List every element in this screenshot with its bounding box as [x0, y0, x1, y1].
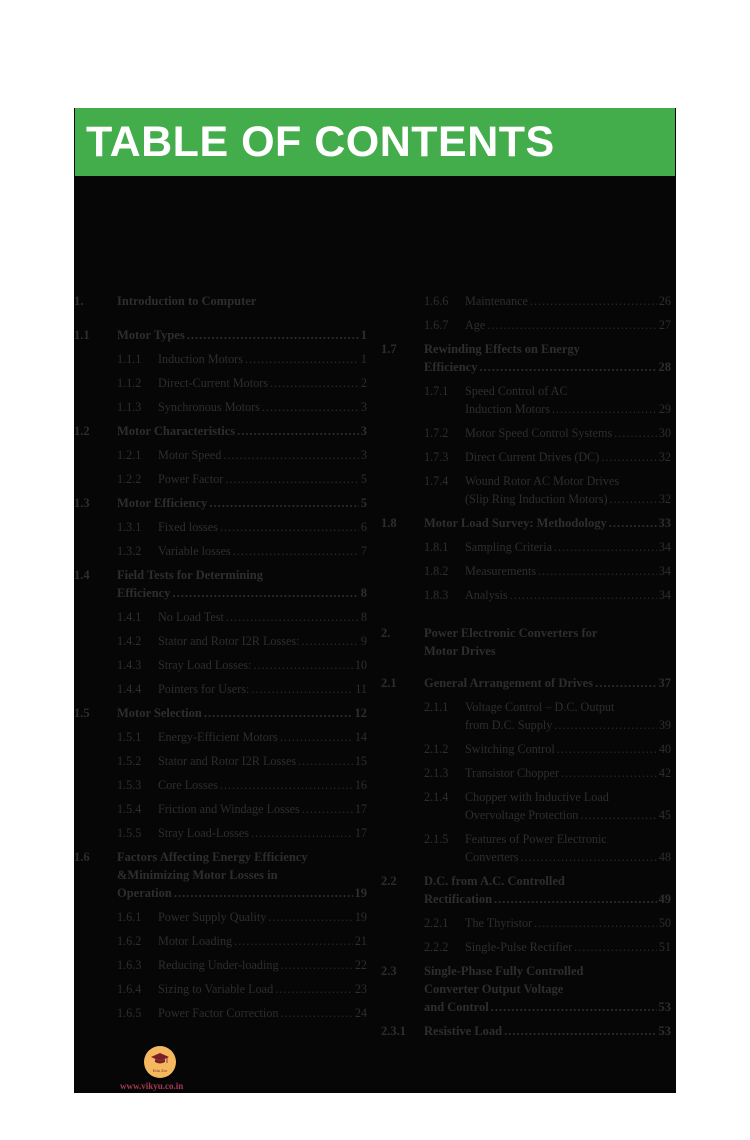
toc-page-number: 16 [354, 778, 367, 792]
toc-page-number: 26 [658, 294, 671, 308]
toc-entry[interactable] [74, 704, 367, 722]
toc-page-number: 21 [354, 934, 367, 948]
toc-entry-title: Motor Speed Control Systems [465, 426, 613, 440]
dot-leader [268, 908, 352, 926]
toc-page-number: 29 [658, 402, 671, 416]
toc-entry[interactable] [74, 446, 367, 464]
toc-entry-number: 1.6.3 [117, 958, 142, 972]
toc-entry[interactable] [74, 494, 367, 512]
toc-entry-title: Sampling Criteria [465, 540, 552, 554]
dot-leader [534, 914, 657, 932]
logo-label: Edu Zor [152, 1068, 168, 1073]
dot-leader [225, 470, 359, 488]
toc-entry-number: 2.2.2 [424, 940, 449, 954]
toc-entry-title: Converters [465, 850, 519, 864]
dot-leader [204, 704, 353, 722]
toc-entry[interactable] [74, 350, 367, 368]
toc-entry[interactable] [74, 518, 367, 536]
dot-leader [223, 446, 359, 464]
toc-page-number: 48 [658, 850, 671, 864]
toc-page-number: 49 [658, 892, 671, 906]
toc-entry-number: 2.3 [381, 964, 397, 978]
toc-entry-number: 1.1.1 [117, 352, 142, 366]
dot-leader [220, 776, 353, 794]
toc-entry-number: 1.8 [381, 516, 397, 530]
toc-entry[interactable] [74, 632, 367, 650]
toc-entry-title: Wound Rotor AC Motor Drives [465, 474, 620, 488]
toc-entry-title: Speed Control of AC [465, 384, 568, 398]
toc-page-number: 53 [658, 1000, 671, 1014]
dot-leader [510, 586, 657, 604]
toc-entry-number: 2.1 [381, 676, 397, 690]
toc-entry[interactable] [74, 824, 367, 842]
toc-entry-number: 1.4.3 [117, 658, 142, 672]
toc-page-number: 51 [658, 940, 671, 954]
toc-entry-number: 2.3.1 [381, 1024, 406, 1038]
toc-entry[interactable] [381, 586, 671, 604]
toc-page-number: 5 [360, 472, 367, 486]
toc-entry-title: Power Supply Quality [158, 910, 267, 924]
toc-page-number: 24 [354, 1006, 367, 1020]
page-content [74, 108, 676, 1093]
toc-entry-number: 1.6.1 [117, 910, 142, 924]
toc-entry-title: Variable losses [158, 544, 231, 558]
toc-entry[interactable] [381, 938, 671, 956]
dot-leader [614, 424, 657, 442]
toc-entry-number: 1.6.2 [117, 934, 142, 948]
toc-entry-number: 1.3 [74, 496, 90, 510]
dot-leader [280, 728, 353, 746]
toc-page-number: 53 [658, 1024, 671, 1038]
toc-entry-number: 2. [381, 626, 391, 640]
toc-page-number: 5 [360, 496, 367, 510]
toc-entry-number: 2.1.3 [424, 766, 449, 780]
toc-entry-number: 1.8.3 [424, 588, 449, 602]
toc-page-number: 7 [360, 544, 367, 558]
toc-entry-title: Single-Pulse Rectifier [465, 940, 573, 954]
toc-entry-title: Induction Motors [465, 402, 550, 416]
toc-page-number: 19 [354, 910, 367, 924]
dot-leader [610, 490, 657, 508]
toc-entry[interactable] [381, 472, 671, 508]
toc-entry-number: 1.5 [74, 706, 90, 720]
toc-page-number: 32 [658, 492, 671, 506]
toc-entry-title: Voltage Control – D.C. Output [465, 700, 615, 714]
dot-leader [281, 1004, 353, 1022]
toc-entry-title: Efficiency [424, 360, 478, 374]
dot-leader [251, 680, 353, 698]
toc-page-number: 45 [658, 808, 671, 822]
toc-page-number: 19 [354, 886, 367, 900]
toc-entry-title: Chopper with Inductive Load [465, 790, 609, 804]
toc-entry-title: Sizing to Variable Load [158, 982, 274, 996]
toc-entry-number: 1.3.2 [117, 544, 142, 558]
toc-entry[interactable] [381, 292, 671, 310]
toc-page-number: 27 [658, 318, 671, 332]
toc-page-number: 37 [658, 676, 671, 690]
toc-entry-title: Motor Drives [424, 644, 496, 658]
toc-entry-title: Features of Power Electronic [465, 832, 607, 846]
toc-entry-title: Switching Control [465, 742, 555, 756]
toc-page-number: 10 [354, 658, 367, 672]
toc-entry-number: 1.7.1 [424, 384, 449, 398]
page-title: TABLE OF CONTENTS [86, 118, 555, 166]
toc-entry-number: 1.6.4 [117, 982, 142, 996]
dot-leader [298, 752, 353, 770]
toc-entry[interactable] [74, 956, 367, 974]
toc-page-number: 1 [360, 352, 367, 366]
toc-entry-number: 2.1.2 [424, 742, 449, 756]
toc-entry-number: 1.1.2 [117, 376, 142, 390]
toc-entry-title: Power Factor [158, 472, 224, 486]
toc-entry-title: Resistive Load [424, 1024, 503, 1038]
dot-leader [554, 538, 657, 556]
toc-entry-number: 1.1 [74, 328, 90, 342]
toc-page-number: 40 [658, 742, 671, 756]
toc-entry-title: Motor Selection [117, 706, 202, 720]
dot-leader [574, 938, 657, 956]
toc-entry[interactable] [381, 1022, 671, 1040]
toc-entry-title: Motor Characteristics [117, 424, 236, 438]
toc-page-number: 50 [658, 916, 671, 930]
dot-leader [487, 316, 657, 334]
toc-page-number: 28 [658, 360, 671, 374]
toc-entry[interactable] [74, 374, 367, 392]
toc-entry-number: 1.6.6 [424, 294, 449, 308]
toc-entry[interactable] [381, 674, 671, 692]
toc-entry-title: Core Losses [158, 778, 218, 792]
dot-leader [302, 800, 353, 818]
toc-entry[interactable] [381, 562, 671, 580]
toc-entry-number: 1.6.5 [117, 1006, 142, 1020]
toc-entry-title: (Slip Ring Induction Motors) [465, 492, 608, 506]
toc-entry[interactable] [381, 914, 671, 932]
toc-entry-number: 2.1.4 [424, 790, 449, 804]
toc-entry-number: 1.5.3 [117, 778, 142, 792]
toc-page-number: 17 [354, 826, 367, 840]
toc-entry-number: 2.1.5 [424, 832, 449, 846]
toc-entry-title: Rectification [424, 892, 493, 906]
toc-entry-number: 1.4.4 [117, 682, 142, 696]
toc-entry-title: Pointers for Users: [158, 682, 250, 696]
dot-leader [557, 740, 657, 758]
dot-leader [172, 584, 358, 602]
toc-page-number: 12 [354, 706, 367, 720]
toc-entry-number: 1.6 [74, 850, 90, 864]
toc-entry-title: Introduction to Computer [117, 294, 257, 308]
toc-entry[interactable] [381, 424, 671, 442]
toc-entry-title: Energy-Efficient Motors [158, 730, 278, 744]
toc-page-number: 8 [360, 610, 367, 624]
toc-entry-title: General Arrangement of Drives [424, 676, 594, 690]
toc-page-number: 22 [354, 958, 367, 972]
toc-entry-title: Friction and Windage Losses [158, 802, 300, 816]
toc-entry[interactable] [381, 316, 671, 334]
toc-entry-title: Fixed losses [158, 520, 218, 534]
toc-entry-title: and Control [424, 1000, 489, 1014]
dot-leader [530, 292, 657, 310]
toc-entry-title: Stator and Rotor I2R Losses [158, 754, 297, 768]
toc-entry[interactable] [74, 848, 367, 902]
toc-entry[interactable] [74, 608, 367, 626]
toc-entry-title: Operation [117, 886, 172, 900]
dot-leader [552, 400, 657, 418]
toc-page-number: 3 [360, 448, 367, 462]
toc-entry-title: The Thyristor [465, 916, 533, 930]
toc-entry[interactable] [74, 932, 367, 950]
toc-entry-title: Transistor Chopper [465, 766, 560, 780]
toc-entry-title: Field Tests for Determining [117, 568, 263, 582]
toc-page-number: 6 [360, 520, 367, 534]
toc-entry[interactable] [74, 752, 367, 770]
dot-leader [494, 890, 656, 908]
toc-entry-title: Direct-Current Motors [158, 376, 268, 390]
toc-page-number: 14 [354, 730, 367, 744]
toc-entry-number: 2.2 [381, 874, 397, 888]
toc-entry-title: Motor Load Survey: Methodology [424, 516, 607, 530]
toc-page-number: 9 [360, 634, 367, 648]
dot-leader [270, 374, 359, 392]
toc-entry[interactable] [381, 740, 671, 758]
toc-entry-number: 1.8.2 [424, 564, 449, 578]
toc-entry-number: 1.4 [74, 568, 90, 582]
toc-page-number: 2 [360, 376, 367, 390]
dot-leader [281, 956, 353, 974]
toc-entry[interactable] [381, 382, 671, 418]
toc-entry-number: 1.7.4 [424, 474, 449, 488]
toc-entry[interactable] [381, 624, 671, 660]
toc-entry[interactable] [74, 680, 367, 698]
toc-entry-number: 1.2.2 [117, 472, 142, 486]
toc-entry[interactable] [381, 448, 671, 466]
toc-entry[interactable] [381, 340, 671, 376]
toc-entry[interactable] [381, 514, 671, 532]
toc-page-number: 11 [355, 682, 367, 696]
toc-entry-title: Reducing Under-loading [158, 958, 279, 972]
toc-entry-number: 1.5.5 [117, 826, 142, 840]
toc-entry-number: 1.5.2 [117, 754, 142, 768]
toc-page-number: 17 [354, 802, 367, 816]
toc-entry[interactable] [381, 698, 671, 734]
toc-entry-number: 1.7.3 [424, 450, 449, 464]
toc-entry[interactable] [74, 1004, 367, 1022]
dot-leader [554, 716, 656, 734]
toc-entry-title: Motor Efficiency [117, 496, 208, 510]
dot-leader [209, 494, 358, 512]
toc-entry[interactable] [74, 800, 367, 818]
toc-entry-title: Age [465, 318, 486, 332]
toc-entry-number: 1.7.2 [424, 426, 449, 440]
toc-entry-title: Stator and Rotor I2R Losses: [158, 634, 300, 648]
toc-entry-title: Motor Speed [158, 448, 222, 462]
toc-entry-title: Efficiency [117, 586, 171, 600]
toc-entry[interactable] [381, 788, 671, 824]
toc-entry-number: 1.4.2 [117, 634, 142, 648]
toc-entry-title: &Minimizing Motor Losses in [117, 868, 278, 882]
toc-page-number: 23 [354, 982, 367, 996]
toc-entry[interactable] [74, 542, 367, 560]
toc-entry-title: Converter Output Voltage [424, 982, 564, 996]
dot-leader [262, 398, 359, 416]
toc-page-number: 8 [360, 586, 367, 600]
dot-leader [234, 932, 353, 950]
toc-entry-title: D.C. from A.C. Controlled [424, 874, 565, 888]
dot-leader [233, 542, 359, 560]
toc-entry[interactable] [74, 422, 367, 440]
toc-page-number: 33 [658, 516, 671, 530]
toc-entry-number: 2.1.1 [424, 700, 449, 714]
toc-entry-title: Motor Loading [158, 934, 233, 948]
dot-leader [245, 350, 359, 368]
logo-icon [144, 1046, 176, 1078]
toc-entry-number: 1.2.1 [117, 448, 142, 462]
graduation-cap-icon [151, 1053, 169, 1065]
toc-page-number: 15 [354, 754, 367, 768]
toc-entry-title: Maintenance [465, 294, 528, 308]
toc-page-number: 3 [360, 400, 367, 414]
toc-entry-number: 1.6.7 [424, 318, 449, 332]
dot-leader [253, 656, 352, 674]
dot-leader [609, 514, 657, 532]
toc-page-number: 34 [658, 564, 671, 578]
dot-leader [226, 608, 359, 626]
toc-entry-number: 2.2.1 [424, 916, 449, 930]
dot-leader [491, 998, 657, 1016]
toc-entry-number: 1.5.1 [117, 730, 142, 744]
toc-entry[interactable] [74, 908, 367, 926]
dot-leader [504, 1022, 656, 1040]
title-banner [74, 108, 675, 176]
dot-leader [520, 848, 656, 866]
dot-leader [237, 422, 359, 440]
toc-entry-number: 1.2 [74, 424, 90, 438]
toc-entry[interactable] [74, 980, 367, 998]
toc-page-number: 1 [360, 328, 367, 342]
toc-entry-number: 1.8.1 [424, 540, 449, 554]
dot-leader [275, 980, 353, 998]
toc-entry[interactable] [74, 326, 367, 344]
dot-leader [479, 358, 656, 376]
dot-leader [302, 632, 359, 650]
toc-entry[interactable] [74, 566, 367, 602]
toc-entry[interactable] [74, 728, 367, 746]
toc-page-number: 3 [360, 424, 367, 438]
toc-page-number: 42 [658, 766, 671, 780]
toc-entry-title: Stray Load Losses: [158, 658, 252, 672]
toc-entry-title: Power Electronic Converters for [424, 626, 598, 640]
toc-entry-title: Measurements [465, 564, 537, 578]
dot-leader [251, 824, 353, 842]
toc-entry[interactable] [381, 962, 671, 1016]
toc-entry[interactable] [381, 872, 671, 908]
toc-entry-title: No Load Test [158, 610, 224, 624]
toc-entry[interactable] [74, 470, 367, 488]
toc-entry[interactable] [381, 538, 671, 556]
dot-leader [220, 518, 359, 536]
dot-leader [601, 448, 656, 466]
dot-leader [595, 674, 656, 692]
toc-entry-title: from D.C. Supply [465, 718, 553, 732]
toc-entry[interactable] [74, 292, 367, 310]
footer-url[interactable]: www.vikyu.co.in [120, 1081, 184, 1091]
toc-entry-number: 1.3.1 [117, 520, 142, 534]
dot-leader [174, 884, 353, 902]
toc-entry-title: Factors Affecting Energy Efficiency [117, 850, 308, 864]
toc-entry-title: Power Factor Correction [158, 1006, 279, 1020]
toc-entry[interactable] [74, 656, 367, 674]
toc-page-number: 34 [658, 540, 671, 554]
dot-leader [187, 326, 359, 344]
toc-entry-number: 1.1.3 [117, 400, 142, 414]
dot-leader [561, 764, 657, 782]
dot-leader [538, 562, 657, 580]
toc-entry-title: Single-Phase Fully Controlled [424, 964, 584, 978]
toc-entry-title: Stray Load-Losses [158, 826, 250, 840]
toc-entry-title: Motor Types [117, 328, 185, 342]
toc-entry-title: Overvoltage Protection [465, 808, 579, 822]
toc-entry[interactable] [381, 764, 671, 782]
toc-entry[interactable] [74, 398, 367, 416]
toc-entry[interactable] [381, 830, 671, 866]
toc-entry-title: Induction Motors [158, 352, 243, 366]
toc-entry-number: 1.4.1 [117, 610, 142, 624]
toc-page-number: 34 [658, 588, 671, 602]
toc-entry-number: 1.5.4 [117, 802, 142, 816]
toc-page-number: 30 [658, 426, 671, 440]
toc-entry[interactable] [74, 776, 367, 794]
toc-entry-title: Rewinding Effects on Energy [424, 342, 580, 356]
toc-entry-number: 1. [74, 294, 84, 308]
toc-entry-title: Analysis [465, 588, 508, 602]
toc-entry-title: Direct Current Drives (DC) [465, 450, 600, 464]
toc-page-number: 32 [658, 450, 671, 464]
dot-leader [580, 806, 656, 824]
toc-entry-number: 1.7 [381, 342, 397, 356]
toc-entry-title: Synchronous Motors [158, 400, 260, 414]
toc-page-number: 39 [658, 718, 671, 732]
